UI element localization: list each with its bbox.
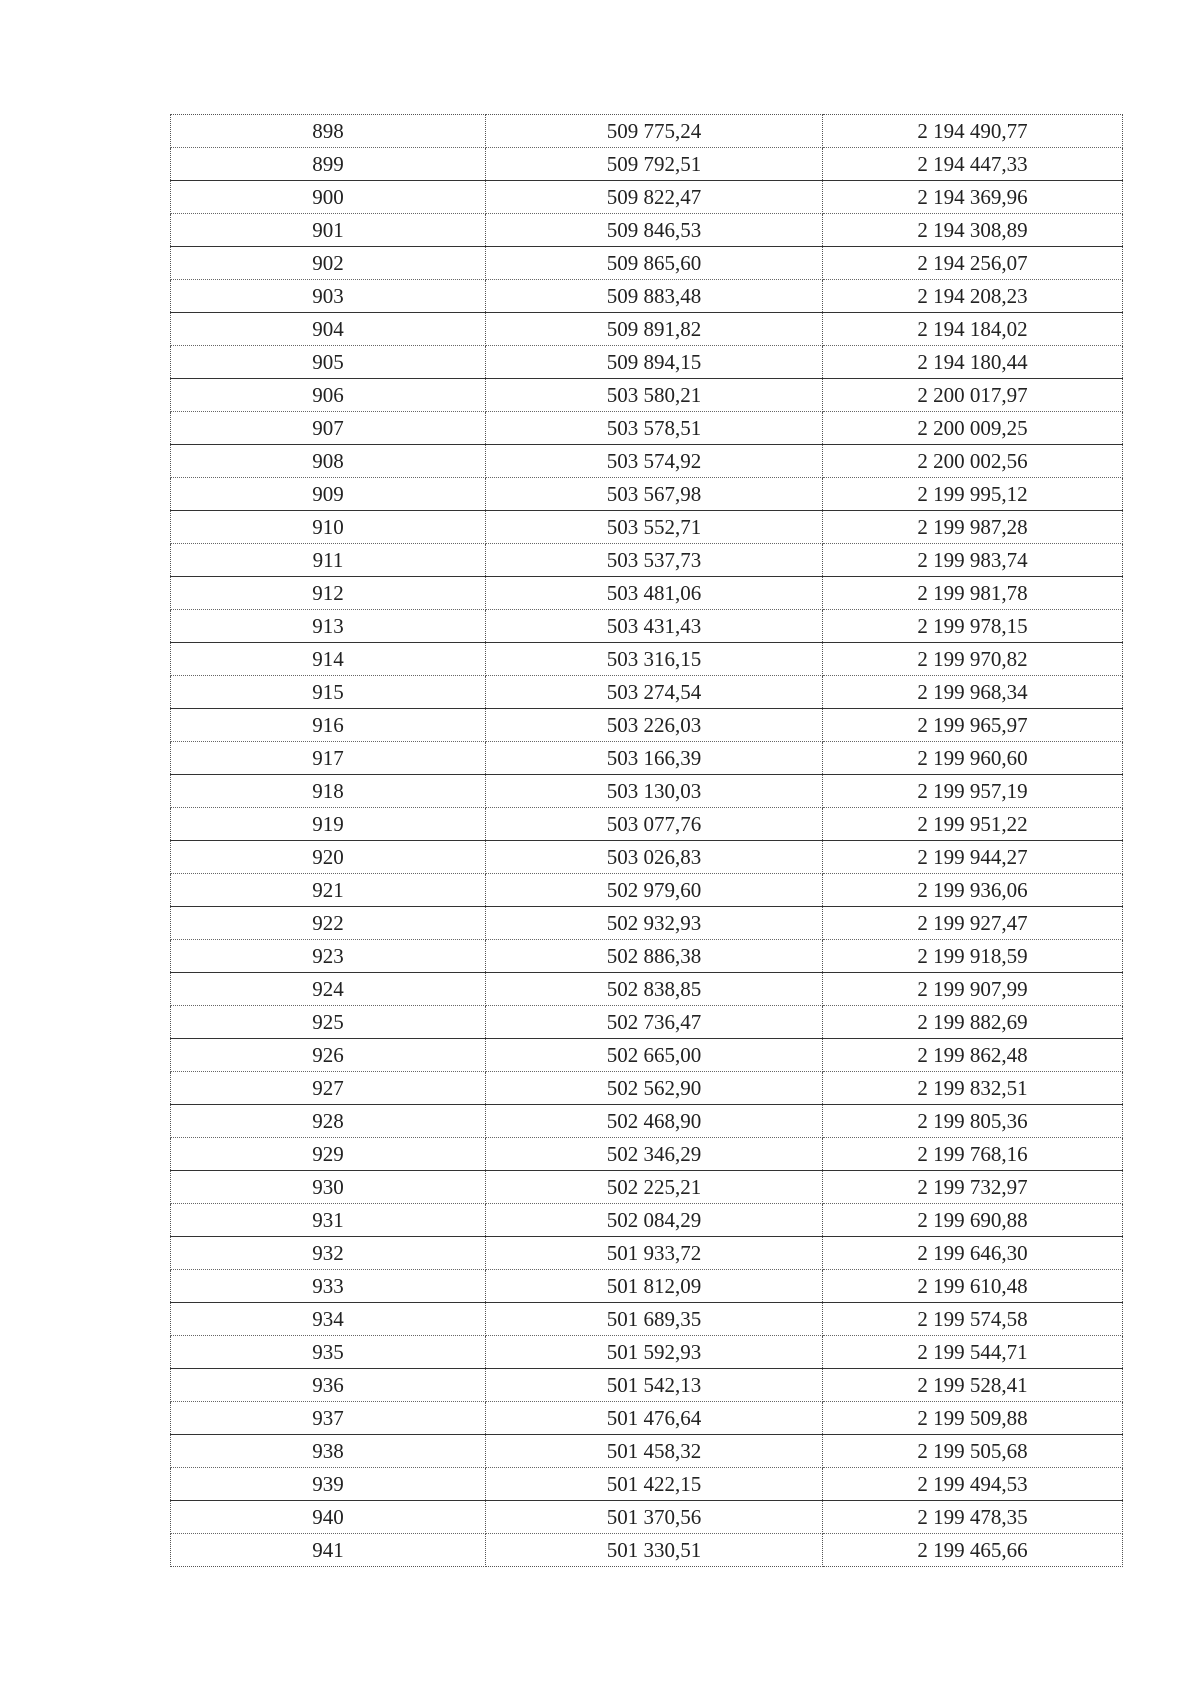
x-coordinate-cell: 509 775,24: [486, 115, 823, 148]
y-coordinate-cell: 2 199 882,69: [823, 1006, 1123, 1039]
y-coordinate-cell: 2 199 951,22: [823, 808, 1123, 841]
table-row: [171, 742, 1123, 775]
table-row: [171, 478, 1123, 511]
table-row: [171, 1105, 1123, 1138]
x-coordinate-cell: 502 979,60: [486, 874, 823, 907]
x-coordinate-cell: 509 891,82: [486, 313, 823, 346]
x-coordinate-cell: 501 592,93: [486, 1336, 823, 1369]
table-row: [171, 1039, 1123, 1072]
y-coordinate-cell: 2 199 832,51: [823, 1072, 1123, 1105]
point-number-cell: 938: [171, 1435, 486, 1468]
table-row: [171, 577, 1123, 610]
x-coordinate-cell: 502 838,85: [486, 973, 823, 1006]
point-number-cell: 914: [171, 643, 486, 676]
x-coordinate-cell: 502 225,21: [486, 1171, 823, 1204]
x-coordinate-cell: 509 865,60: [486, 247, 823, 280]
y-coordinate-cell: 2 200 002,56: [823, 445, 1123, 478]
point-number-cell: 903: [171, 280, 486, 313]
table-row: [171, 940, 1123, 973]
table-row: [171, 346, 1123, 379]
coordinates-table-body: [171, 115, 1123, 1567]
point-number-cell: 905: [171, 346, 486, 379]
point-number-cell: 930: [171, 1171, 486, 1204]
table-row: [171, 1138, 1123, 1171]
y-coordinate-cell: 2 199 505,68: [823, 1435, 1123, 1468]
y-coordinate-cell: 2 199 968,34: [823, 676, 1123, 709]
point-number-cell: 940: [171, 1501, 486, 1534]
point-number-cell: 918: [171, 775, 486, 808]
y-coordinate-cell: 2 199 544,71: [823, 1336, 1123, 1369]
point-number-cell: 916: [171, 709, 486, 742]
table-row: [171, 1534, 1123, 1567]
y-coordinate-cell: 2 199 574,58: [823, 1303, 1123, 1336]
x-coordinate-cell: 503 316,15: [486, 643, 823, 676]
y-coordinate-cell: 2 199 478,35: [823, 1501, 1123, 1534]
y-coordinate-cell: 2 199 690,88: [823, 1204, 1123, 1237]
point-number-cell: 925: [171, 1006, 486, 1039]
y-coordinate-cell: 2 199 936,06: [823, 874, 1123, 907]
table-row: [171, 1369, 1123, 1402]
x-coordinate-cell: 502 562,90: [486, 1072, 823, 1105]
point-number-cell: 937: [171, 1402, 486, 1435]
x-coordinate-cell: 503 537,73: [486, 544, 823, 577]
x-coordinate-cell: 503 166,39: [486, 742, 823, 775]
x-coordinate-cell: 503 481,06: [486, 577, 823, 610]
point-number-cell: 927: [171, 1072, 486, 1105]
x-coordinate-cell: 502 468,90: [486, 1105, 823, 1138]
table-row: [171, 1006, 1123, 1039]
point-number-cell: 919: [171, 808, 486, 841]
point-number-cell: 915: [171, 676, 486, 709]
point-number-cell: 921: [171, 874, 486, 907]
y-coordinate-cell: 2 199 528,41: [823, 1369, 1123, 1402]
table-row: [171, 280, 1123, 313]
table-row: [171, 643, 1123, 676]
table-row: [171, 973, 1123, 1006]
x-coordinate-cell: 501 330,51: [486, 1534, 823, 1567]
y-coordinate-cell: 2 199 768,16: [823, 1138, 1123, 1171]
point-number-cell: 904: [171, 313, 486, 346]
y-coordinate-cell: 2 199 805,36: [823, 1105, 1123, 1138]
x-coordinate-cell: 503 578,51: [486, 412, 823, 445]
y-coordinate-cell: 2 199 970,82: [823, 643, 1123, 676]
table-row: [171, 1435, 1123, 1468]
y-coordinate-cell: 2 199 927,47: [823, 907, 1123, 940]
x-coordinate-cell: 501 542,13: [486, 1369, 823, 1402]
table-row: [171, 907, 1123, 940]
x-coordinate-cell: 501 422,15: [486, 1468, 823, 1501]
point-number-cell: 910: [171, 511, 486, 544]
point-number-cell: 923: [171, 940, 486, 973]
table-row: [171, 1072, 1123, 1105]
y-coordinate-cell: 2 199 509,88: [823, 1402, 1123, 1435]
x-coordinate-cell: 501 689,35: [486, 1303, 823, 1336]
table-row: [171, 1270, 1123, 1303]
x-coordinate-cell: 509 792,51: [486, 148, 823, 181]
table-row: [171, 181, 1123, 214]
table-row: [171, 511, 1123, 544]
y-coordinate-cell: 2 199 862,48: [823, 1039, 1123, 1072]
y-coordinate-cell: 2 199 983,74: [823, 544, 1123, 577]
coordinates-table: [170, 114, 1123, 1567]
point-number-cell: 898: [171, 115, 486, 148]
table-row: [171, 1237, 1123, 1270]
table-row: [171, 544, 1123, 577]
table-row: [171, 247, 1123, 280]
point-number-cell: 912: [171, 577, 486, 610]
table-row: [171, 1171, 1123, 1204]
point-number-cell: 899: [171, 148, 486, 181]
table-row: [171, 379, 1123, 412]
point-number-cell: 929: [171, 1138, 486, 1171]
x-coordinate-cell: 503 026,83: [486, 841, 823, 874]
x-coordinate-cell: 503 274,54: [486, 676, 823, 709]
x-coordinate-cell: 502 932,93: [486, 907, 823, 940]
y-coordinate-cell: 2 200 009,25: [823, 412, 1123, 445]
y-coordinate-cell: 2 194 180,44: [823, 346, 1123, 379]
x-coordinate-cell: 501 812,09: [486, 1270, 823, 1303]
table-row: [171, 115, 1123, 148]
y-coordinate-cell: 2 199 494,53: [823, 1468, 1123, 1501]
x-coordinate-cell: 502 886,38: [486, 940, 823, 973]
point-number-cell: 934: [171, 1303, 486, 1336]
y-coordinate-cell: 2 194 369,96: [823, 181, 1123, 214]
point-number-cell: 922: [171, 907, 486, 940]
point-number-cell: 901: [171, 214, 486, 247]
x-coordinate-cell: 509 883,48: [486, 280, 823, 313]
point-number-cell: 926: [171, 1039, 486, 1072]
table-row: [171, 148, 1123, 181]
table-row: [171, 841, 1123, 874]
x-coordinate-cell: 502 665,00: [486, 1039, 823, 1072]
y-coordinate-cell: 2 199 610,48: [823, 1270, 1123, 1303]
table-row: [171, 709, 1123, 742]
table-row: [171, 1501, 1123, 1534]
table-row: [171, 874, 1123, 907]
point-number-cell: 911: [171, 544, 486, 577]
x-coordinate-cell: 503 226,03: [486, 709, 823, 742]
x-coordinate-cell: 503 567,98: [486, 478, 823, 511]
table-row: [171, 313, 1123, 346]
x-coordinate-cell: 509 846,53: [486, 214, 823, 247]
x-coordinate-cell: 503 552,71: [486, 511, 823, 544]
x-coordinate-cell: 501 370,56: [486, 1501, 823, 1534]
y-coordinate-cell: 2 194 490,77: [823, 115, 1123, 148]
y-coordinate-cell: 2 200 017,97: [823, 379, 1123, 412]
y-coordinate-cell: 2 199 907,99: [823, 973, 1123, 1006]
table-row: [171, 1336, 1123, 1369]
point-number-cell: 928: [171, 1105, 486, 1138]
point-number-cell: 924: [171, 973, 486, 1006]
y-coordinate-cell: 2 194 256,07: [823, 247, 1123, 280]
y-coordinate-cell: 2 194 308,89: [823, 214, 1123, 247]
point-number-cell: 909: [171, 478, 486, 511]
table-row: [171, 610, 1123, 643]
x-coordinate-cell: 503 431,43: [486, 610, 823, 643]
y-coordinate-cell: 2 199 918,59: [823, 940, 1123, 973]
y-coordinate-cell: 2 199 965,97: [823, 709, 1123, 742]
y-coordinate-cell: 2 194 208,23: [823, 280, 1123, 313]
point-number-cell: 935: [171, 1336, 486, 1369]
point-number-cell: 939: [171, 1468, 486, 1501]
y-coordinate-cell: 2 199 995,12: [823, 478, 1123, 511]
point-number-cell: 932: [171, 1237, 486, 1270]
point-number-cell: 920: [171, 841, 486, 874]
x-coordinate-cell: 503 580,21: [486, 379, 823, 412]
x-coordinate-cell: 503 130,03: [486, 775, 823, 808]
table-row: [171, 214, 1123, 247]
y-coordinate-cell: 2 199 944,27: [823, 841, 1123, 874]
y-coordinate-cell: 2 199 646,30: [823, 1237, 1123, 1270]
table-row: [171, 1204, 1123, 1237]
point-number-cell: 902: [171, 247, 486, 280]
y-coordinate-cell: 2 199 465,66: [823, 1534, 1123, 1567]
y-coordinate-cell: 2 199 957,19: [823, 775, 1123, 808]
point-number-cell: 936: [171, 1369, 486, 1402]
x-coordinate-cell: 502 736,47: [486, 1006, 823, 1039]
y-coordinate-cell: 2 199 981,78: [823, 577, 1123, 610]
x-coordinate-cell: 502 346,29: [486, 1138, 823, 1171]
point-number-cell: 908: [171, 445, 486, 478]
point-number-cell: 900: [171, 181, 486, 214]
x-coordinate-cell: 501 458,32: [486, 1435, 823, 1468]
table-row: [171, 1402, 1123, 1435]
x-coordinate-cell: 509 894,15: [486, 346, 823, 379]
x-coordinate-cell: 509 822,47: [486, 181, 823, 214]
x-coordinate-cell: 501 476,64: [486, 1402, 823, 1435]
y-coordinate-cell: 2 199 978,15: [823, 610, 1123, 643]
table-row: [171, 412, 1123, 445]
y-coordinate-cell: 2 194 184,02: [823, 313, 1123, 346]
point-number-cell: 933: [171, 1270, 486, 1303]
x-coordinate-cell: 501 933,72: [486, 1237, 823, 1270]
point-number-cell: 907: [171, 412, 486, 445]
y-coordinate-cell: 2 199 987,28: [823, 511, 1123, 544]
table-row: [171, 808, 1123, 841]
table-row: [171, 676, 1123, 709]
table-row: [171, 445, 1123, 478]
point-number-cell: 917: [171, 742, 486, 775]
point-number-cell: 931: [171, 1204, 486, 1237]
x-coordinate-cell: 503 574,92: [486, 445, 823, 478]
point-number-cell: 906: [171, 379, 486, 412]
table-row: [171, 1303, 1123, 1336]
table-row: [171, 775, 1123, 808]
x-coordinate-cell: 502 084,29: [486, 1204, 823, 1237]
point-number-cell: 941: [171, 1534, 486, 1567]
table-row: [171, 1468, 1123, 1501]
x-coordinate-cell: 503 077,76: [486, 808, 823, 841]
y-coordinate-cell: 2 194 447,33: [823, 148, 1123, 181]
point-number-cell: 913: [171, 610, 486, 643]
y-coordinate-cell: 2 199 960,60: [823, 742, 1123, 775]
y-coordinate-cell: 2 199 732,97: [823, 1171, 1123, 1204]
